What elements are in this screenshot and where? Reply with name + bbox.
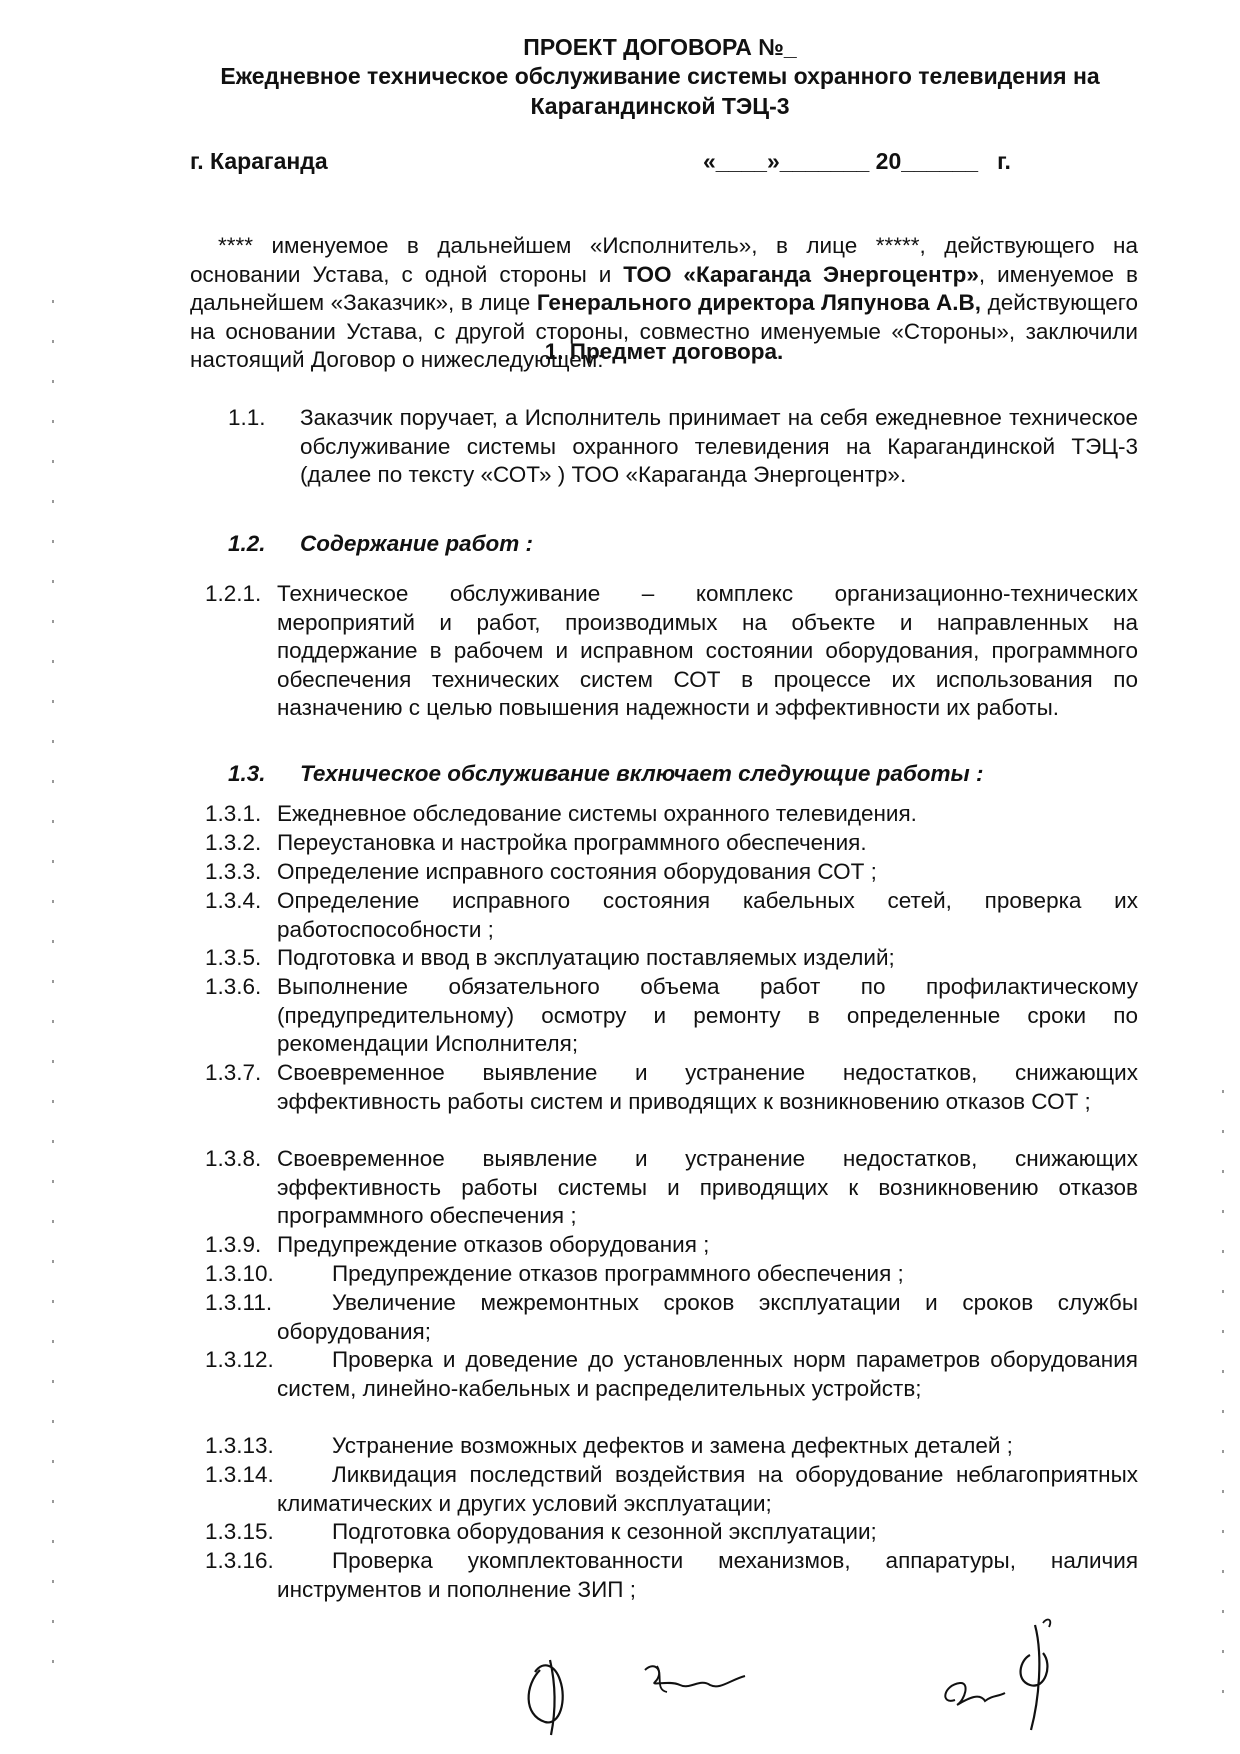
clause-text: Проверка и доведение до установленных норм параметров оборудования систем, линейно-кабельных и распределительных устройств; <box>277 1347 1138 1401</box>
clause-number: 1.1. <box>228 405 266 430</box>
clause-text: Заказчик поручает, а Исполнитель принимает на себя ежедневное техническое обслуживание системы охранного телевидения на Карагандинской ТЭЦ-3 (далее по тексту «СОТ» ) ТОО «Караганда Энергоцентр». <box>300 405 1138 488</box>
contract-date: «____»_______ 20______ г. <box>703 148 1011 174</box>
clause-number: 1.3.16. <box>205 1548 274 1573</box>
clause-number: 1.3.2. <box>205 830 262 855</box>
clause-text: Устранение возможных дефектов и замена дефектных деталей ; <box>332 1433 1013 1458</box>
scan-margin-marks <box>52 300 54 1700</box>
scan-margin-marks-right <box>1222 1090 1224 1710</box>
clause-number: 1.3.10. <box>205 1261 274 1286</box>
clause-text: Техническое обслуживание – комплекс организационно-технических мероприятий и работ, производимых на объекте и направленных на поддержание в рабочем и исправном состоянии оборудования, программного обеспечения технических систем СОТ в процессе их использования по назначению с целью повышения надежности и эффективности их работы. <box>277 581 1138 721</box>
clause-number: 1.3.1. <box>205 801 262 826</box>
section-1-title: 1. Предмет договора. <box>544 339 784 364</box>
document-title: ПРОЕКТ ДОГОВОРА №_ <box>523 34 797 60</box>
clause-text: Техническое обслуживание включает следующие работы : <box>300 761 984 786</box>
clause-text: Проверка укомплектованности механизмов, аппаратуры, наличия инструментов и пополнение ЗИП ; <box>277 1548 1138 1602</box>
clause-text: Своевременное выявление и устранение недостатков, снижающих эффективность работы системы и приводящих к возникновению отказов программного обеспечения ; <box>277 1146 1138 1229</box>
intro-text-2: , именуемое в дальнейшем «Заказчик», в лице <box>190 261 1138 316</box>
handwritten-signature-right <box>935 1605 1105 1735</box>
contract-place: г. Караганда <box>190 148 328 174</box>
intro-director: Генерального директора Ляпунова А.В, <box>536 290 982 316</box>
clause-number: 1.3.12. <box>205 1347 274 1372</box>
clause-text: Предупреждение отказов оборудования ; <box>277 1232 710 1257</box>
clause-number: 1.3.4. <box>205 888 262 913</box>
clause-text: Подготовка оборудования к сезонной эксплуатации; <box>332 1519 877 1544</box>
clause-number: 1.3.8. <box>205 1146 262 1171</box>
handwritten-signature-left <box>505 1630 805 1740</box>
clause-number: 1.3.6. <box>205 974 262 999</box>
intro-text-1: **** именуемое в дальнейшем «Исполнитель», в лице *****, действующего на основании Устава, с одной стороны и <box>190 233 1138 287</box>
clause-text: Увеличение межремонтных сроков эксплуатации и сроков службы оборудования; <box>277 1290 1138 1344</box>
clause-text: Определение исправного состояния оборудования СОТ ; <box>277 859 877 884</box>
clause-text: Определение исправного состояния кабельных сетей, проверка их работоспособности ; <box>277 888 1138 942</box>
clause-text: Содержание работ : <box>300 531 533 556</box>
clause-number: 1.3.15. <box>205 1519 274 1544</box>
document-subtitle-line1: Ежедневное техническое обслуживание системы охранного телевидения на <box>220 63 1100 89</box>
clause-text: Подготовка и ввод в эксплуатацию поставляемых изделий; <box>277 945 895 970</box>
intro-text-3: действующего на основании Устава, с другой стороны, совместно именуемые «Стороны», заключили настоящий Договор о нижеследующем: <box>190 290 1138 373</box>
clause-text: Ежедневное обследование системы охранного телевидения. <box>277 801 917 826</box>
clause-text: Выполнение обязательного объема работ по профилактическому (предупредительному) осмотру и ремонту в определенные сроки по рекомендации Исполнителя; <box>277 974 1138 1057</box>
clause-text: Переустановка и настройка программного обеспечения. <box>277 830 867 855</box>
clause-number: 1.3.9. <box>205 1232 262 1257</box>
clause-number: 1.3.13. <box>205 1433 274 1458</box>
clause-number: 1.3.3. <box>205 859 262 884</box>
clause-text: Ликвидация последствий воздействия на оборудование неблагоприятных климатических и других условий эксплуатации; <box>277 1462 1138 1516</box>
clause-number: 1.3.5. <box>205 945 262 970</box>
clause-number: 1.3.7. <box>205 1060 262 1085</box>
clause-number: 1.3. <box>228 761 266 786</box>
clause-text: Предупреждение отказов программного обеспечения ; <box>332 1261 904 1286</box>
clause-number: 1.2. <box>228 531 266 556</box>
clause-text: Своевременное выявление и устранение недостатков, снижающих эффективность работы систем и приводящих к возникновению отказов СОТ ; <box>277 1060 1138 1114</box>
clause-number: 1.3.11. <box>205 1290 273 1315</box>
clause-number: 1.3.14. <box>205 1462 274 1487</box>
intro-org: ТОО «Караганда Энергоцентр» <box>623 261 979 287</box>
clause-number: 1.2.1. <box>205 581 262 606</box>
document-subtitle-line2: Карагандинской ТЭЦ-3 <box>530 93 790 119</box>
